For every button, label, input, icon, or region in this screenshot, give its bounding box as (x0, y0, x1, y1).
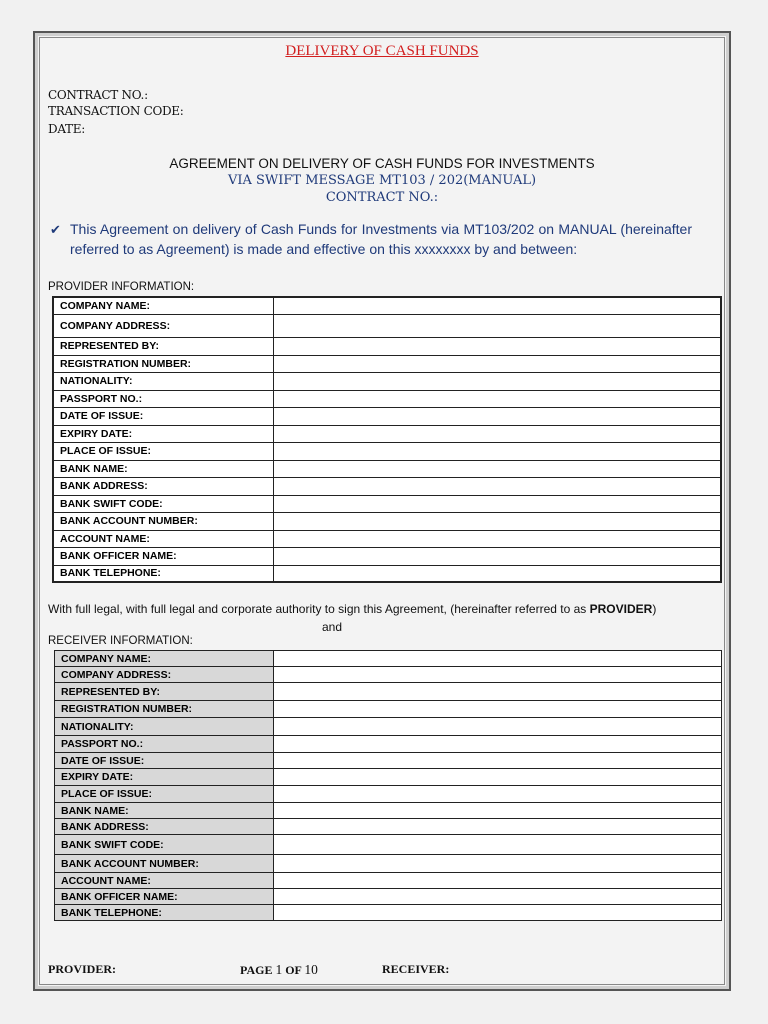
via-swift-line: VIA SWIFT MESSAGE MT103 / 202(MANUAL) (227, 173, 537, 188)
field-value-input[interactable] (274, 873, 722, 889)
field-label: REPRESENTED BY: (53, 337, 274, 355)
table-row (55, 786, 722, 803)
field-value-input[interactable] (274, 460, 722, 477)
field-label: EXPIRY DATE: (53, 425, 274, 442)
field-value-input[interactable] (274, 425, 722, 442)
field-value-input[interactable] (274, 530, 722, 547)
table-row (55, 889, 722, 905)
page-total: 10 (304, 962, 318, 977)
table-row (55, 819, 722, 835)
footer-receiver-label: RECEIVER: (382, 962, 450, 976)
field-label: DATE OF ISSUE: (53, 407, 274, 425)
table-row (53, 477, 721, 495)
page-border (39, 37, 725, 985)
footer-provider-label: PROVIDER: (48, 962, 116, 976)
provider-information-label: PROVIDER INFORMATION: (48, 281, 195, 293)
field-value-input[interactable] (274, 297, 722, 314)
receiver-information-table (54, 650, 722, 921)
field-value-input[interactable] (274, 477, 722, 495)
field-value-input[interactable] (274, 667, 722, 683)
table-row (53, 390, 721, 407)
field-value-input[interactable] (274, 407, 722, 425)
agreement-heading: AGREEMENT ON DELIVERY OF CASH FUNDS FOR INVESTMENTS (169, 156, 595, 171)
field-value-input[interactable] (274, 786, 722, 803)
field-label: BANK SWIFT CODE: (55, 835, 274, 855)
table-row (55, 835, 722, 855)
table-row (55, 683, 722, 701)
field-label: BANK NAME: (53, 460, 274, 477)
contract-no-subheading: CONTRACT NO.: (325, 190, 439, 205)
field-label: NATIONALITY: (53, 372, 274, 390)
and-text: and (322, 620, 343, 634)
document-title: DELIVERY OF CASH FUNDS (285, 43, 479, 59)
field-value-input[interactable] (274, 314, 722, 337)
table-row (55, 873, 722, 889)
table-row (53, 425, 721, 442)
field-value-input[interactable] (274, 803, 722, 819)
field-value-input[interactable] (274, 769, 722, 786)
field-label: BANK SWIFT CODE: (53, 495, 274, 512)
field-label: ACCOUNT NAME: (55, 873, 274, 889)
table-row (55, 736, 722, 753)
page-current: 1 (275, 962, 283, 977)
field-label: COMPANY NAME: (55, 651, 274, 667)
field-label: COMPANY NAME: (53, 297, 274, 314)
field-label: BANK ADDRESS: (55, 819, 274, 835)
table-row (55, 905, 722, 921)
table-row (53, 547, 721, 565)
field-label: ACCOUNT NAME: (53, 530, 274, 547)
field-value-input[interactable] (274, 512, 722, 530)
table-row (53, 495, 721, 512)
field-label: BANK ACCOUNT NUMBER: (53, 512, 274, 530)
table-row (55, 718, 722, 736)
legal-authority-text (48, 602, 728, 616)
field-value-input[interactable] (274, 355, 722, 372)
field-value-input[interactable] (274, 835, 722, 855)
field-value-input[interactable] (274, 390, 722, 407)
legal-text-provider: PROVIDER (589, 602, 653, 616)
field-value-input[interactable] (274, 337, 722, 355)
table-row (55, 803, 722, 819)
field-label: PASSPORT NO.: (53, 390, 274, 407)
table-row (55, 701, 722, 718)
of-word: OF (285, 963, 302, 977)
field-label: BANK ADDRESS: (53, 477, 274, 495)
intro-text: This Agreement on delivery of Cash Funds for Investments via MT103/202 on MANUAL (hereinafter referred to as Agreement) is made and effective on this xxxxxxxx by and between: (70, 221, 692, 257)
field-label: PLACE OF ISSUE: (55, 786, 274, 803)
table-row (53, 512, 721, 530)
field-value-input[interactable] (274, 889, 722, 905)
provider-information-table (52, 296, 722, 583)
field-label: REPRESENTED BY: (55, 683, 274, 701)
contract-no-label: CONTRACT NO.: (48, 88, 148, 102)
table-row (53, 565, 721, 582)
field-value-input[interactable] (274, 495, 722, 512)
table-row (53, 355, 721, 372)
legal-text-prefix: With full legal, with full legal and corporate authority to sign this Agreement, (hereinafter referred to as (48, 602, 590, 616)
field-label: BANK NAME: (55, 803, 274, 819)
table-row (55, 667, 722, 683)
table-row (53, 442, 721, 460)
transaction-code-label: TRANSACTION CODE: (48, 104, 184, 118)
intro-paragraph (50, 220, 692, 259)
field-value-input[interactable] (274, 565, 722, 582)
field-value-input[interactable] (274, 753, 722, 769)
field-label: REGISTRATION NUMBER: (55, 701, 274, 718)
field-value-input[interactable] (274, 718, 722, 736)
receiver-information-label: RECEIVER INFORMATION: (48, 635, 193, 647)
field-label: BANK TELEPHONE: (53, 565, 274, 582)
field-label: BANK ACCOUNT NUMBER: (55, 855, 274, 873)
field-label: BANK OFFICER NAME: (55, 889, 274, 905)
document-page (33, 31, 731, 991)
page-word: PAGE (240, 963, 273, 977)
table-row (53, 530, 721, 547)
field-label: COMPANY ADDRESS: (53, 314, 274, 337)
table-row (53, 407, 721, 425)
field-label: PLACE OF ISSUE: (53, 442, 274, 460)
table-row (53, 372, 721, 390)
field-value-input[interactable] (274, 372, 722, 390)
table-row (55, 855, 722, 873)
table-row (53, 297, 721, 314)
field-label: BANK OFFICER NAME: (53, 547, 274, 565)
date-label: DATE: (48, 122, 85, 136)
field-value-input[interactable] (274, 819, 722, 835)
field-value-input[interactable] (274, 442, 722, 460)
field-label: REGISTRATION NUMBER: (53, 355, 274, 372)
footer-page-number (240, 962, 318, 978)
field-value-input[interactable] (274, 547, 722, 565)
field-value-input[interactable] (274, 651, 722, 667)
field-value-input[interactable] (274, 683, 722, 701)
field-label: BANK TELEPHONE: (55, 905, 274, 921)
field-label: COMPANY ADDRESS: (55, 667, 274, 683)
field-value-input[interactable] (274, 736, 722, 753)
field-value-input[interactable] (274, 905, 722, 921)
field-value-input[interactable] (274, 855, 722, 873)
table-row (55, 753, 722, 769)
table-row (55, 769, 722, 786)
field-label: PASSPORT NO.: (55, 736, 274, 753)
field-value-input[interactable] (274, 701, 722, 718)
field-label: DATE OF ISSUE: (55, 753, 274, 769)
field-label: EXPIRY DATE: (55, 769, 274, 786)
table-row (53, 337, 721, 355)
legal-text-suffix: ) (652, 602, 657, 616)
table-row (53, 314, 721, 337)
table-row (53, 460, 721, 477)
checkmark-icon: ✔ (50, 222, 61, 237)
field-label: NATIONALITY: (55, 718, 274, 736)
table-row (55, 651, 722, 667)
